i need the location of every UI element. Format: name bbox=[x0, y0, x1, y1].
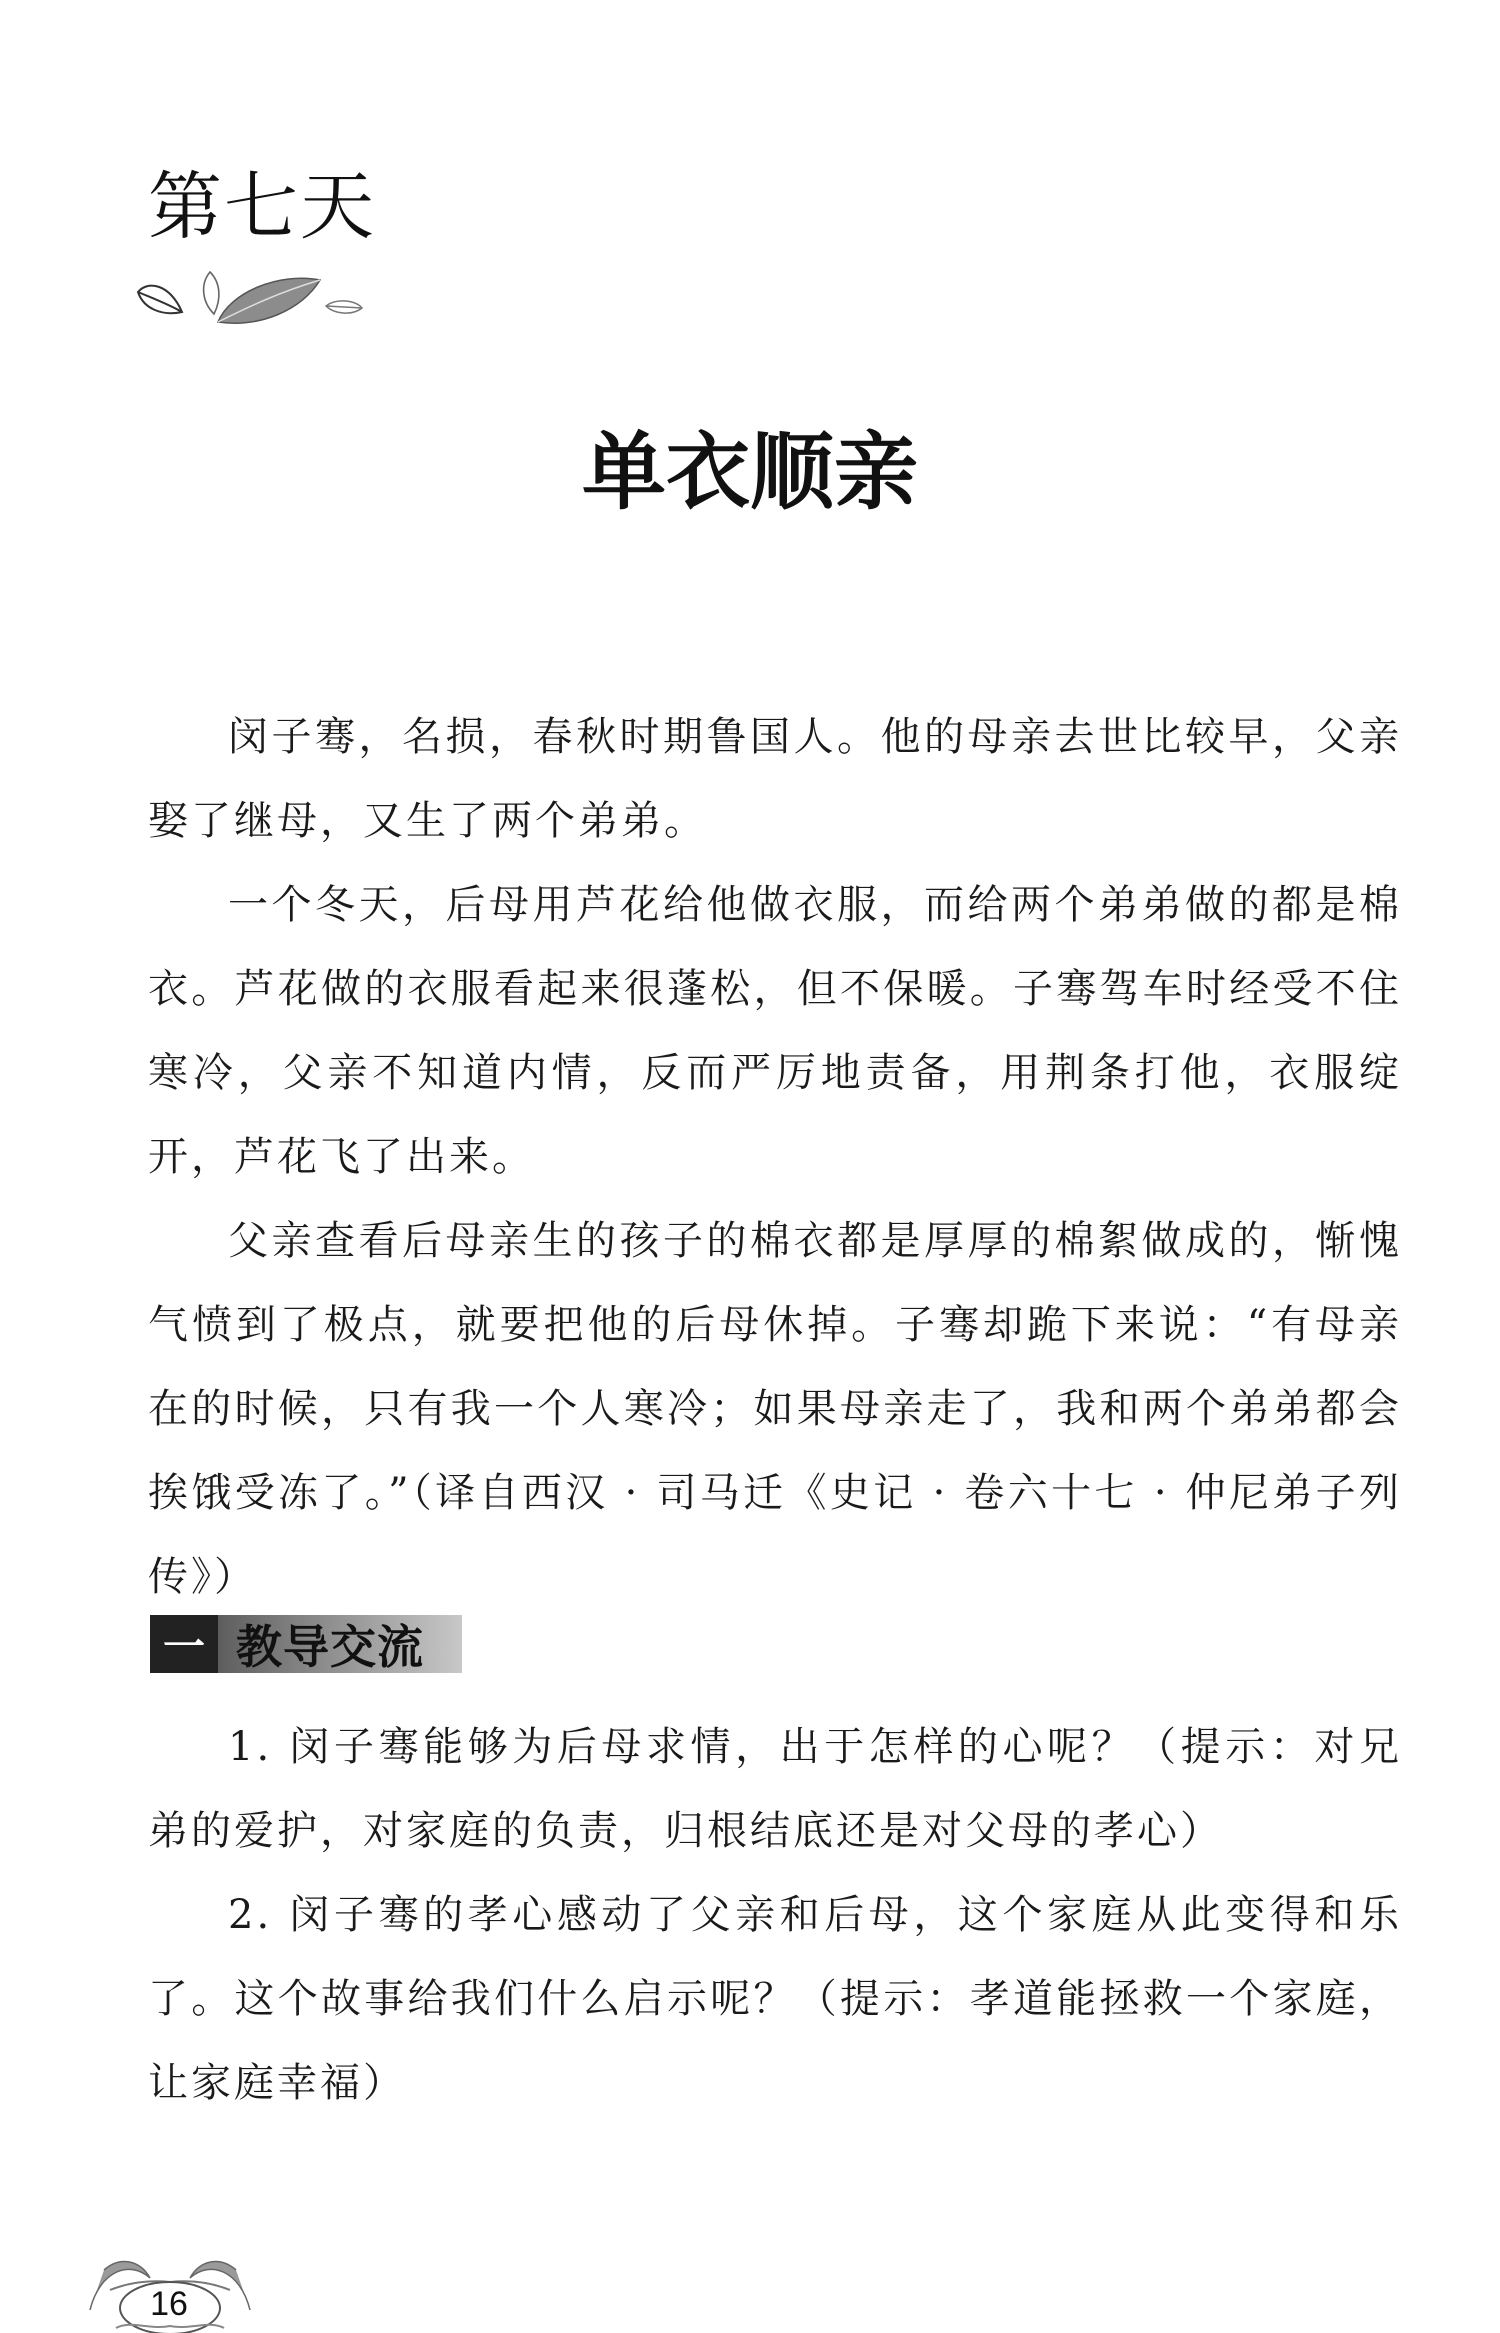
small-leaf-left-icon bbox=[138, 286, 182, 314]
story-title: 单衣顺亲 bbox=[581, 423, 918, 521]
page-number-badge bbox=[80, 2230, 260, 2333]
big-leaf-icon bbox=[218, 278, 320, 323]
day-title: 第七天 bbox=[148, 164, 376, 250]
leaves-decoration-icon bbox=[130, 262, 370, 342]
discussion-questions bbox=[148, 1705, 1402, 2125]
page-number: 16 bbox=[150, 2285, 188, 2323]
story-body bbox=[148, 695, 1402, 1619]
small-leaf-right-icon bbox=[326, 301, 362, 313]
section-label: 教导交流 bbox=[236, 1620, 424, 1674]
section-number: 一 bbox=[150, 1615, 218, 1673]
question-item: 2. 闵子骞的孝心感动了父亲和后母，这个家庭从此变得和乐了。这个故事给我们什么启示呢？（提示：孝道能拯救一个家庭，让家庭幸福） bbox=[148, 1892, 1402, 2106]
small-leaf-stem-icon bbox=[204, 272, 219, 314]
section-heading bbox=[150, 1615, 462, 1673]
question-item: 1. 闵子骞能够为后母求情，出于怎样的心呢？（提示：对兄弟的爱护，对家庭的负责，归根结底还是对父母的孝心） bbox=[148, 1724, 1402, 1854]
story-paragraph: 一个冬天，后母用芦花给他做衣服，而给两个弟弟做的都是棉衣。芦花做的衣服看起来很蓬松，但不保暖。子骞驾车时经受不住寒冷，父亲不知道内情，反而严厉地责备，用荆条打他，衣服绽开，芦花飞了出来。 bbox=[148, 882, 1402, 1180]
story-paragraph: 闵子骞，名损，春秋时期鲁国人。他的母亲去世比较早，父亲娶了继母，又生了两个弟弟。 bbox=[148, 714, 1402, 844]
story-paragraph: 父亲查看后母亲生的孩子的棉衣都是厚厚的棉絮做成的，惭愧气愤到了极点，就要把他的后母休掉。子骞却跪下来说：“有母亲在的时候，只有我一个人寒冷；如果母亲走了，我和两个弟弟都会挨饿受冻了。”（译自西汉 · 司马迁《史记 · 卷六十七 · 仲尼弟子列传》） bbox=[148, 1218, 1402, 1600]
